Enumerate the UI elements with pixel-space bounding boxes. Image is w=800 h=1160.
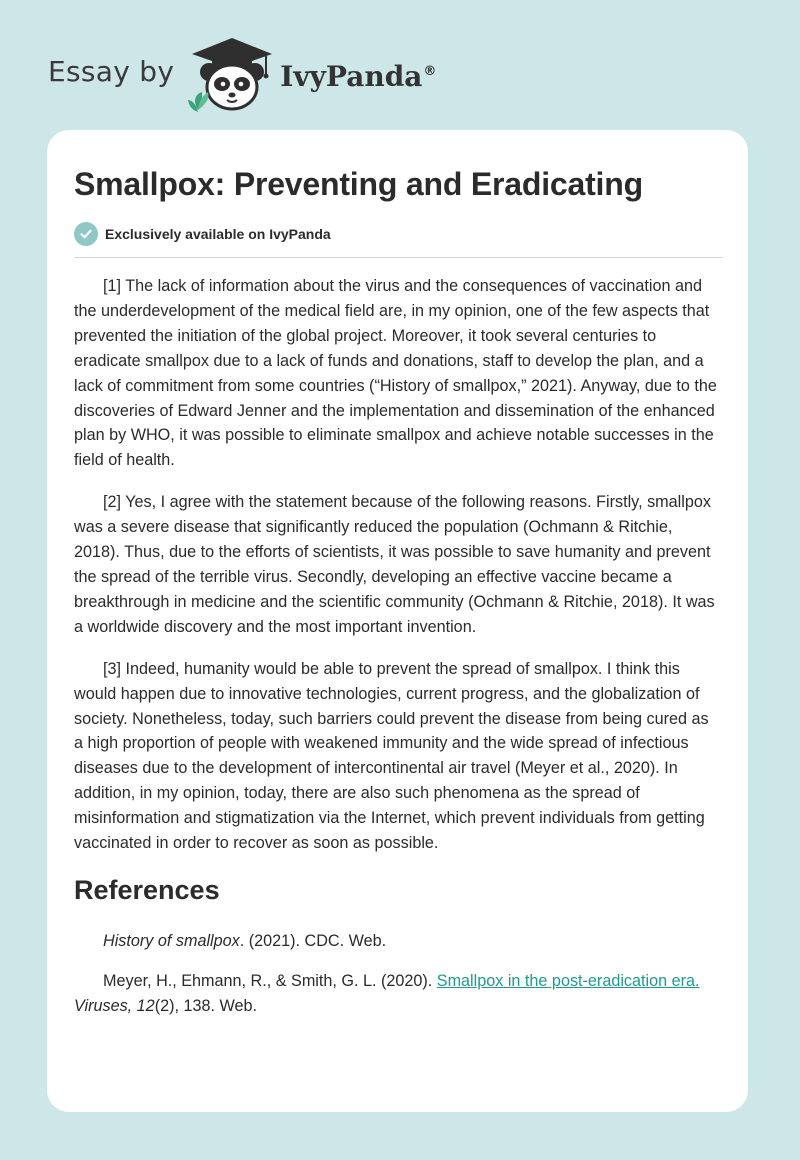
brand-prefix: Essay by bbox=[48, 54, 175, 88]
reference-2-journal: Viruses, 12 bbox=[74, 996, 155, 1015]
essay-body bbox=[74, 274, 722, 856]
registered-mark: ® bbox=[423, 64, 437, 80]
paragraph-1: [1] The lack of information about the virus and the consequences of vaccination and the underdevelopment of the medical field are, in my opinion, one of the few aspects that prevented the initiation of the global project. Moreover, it took several centuries to eradicate smallpox due to a lack of funds and donations, staff to develop the plan, and a lack of commitment from some countries (“History of smallpox,” 2021). Anyway, due to the discoveries of Edward Jenner and the implementation and dissemination of the enhanced plan by WHO, it was possible to eliminate smallpox and achieve notable successes in the field of health. bbox=[74, 277, 717, 470]
site-brand[interactable] bbox=[48, 34, 436, 114]
reference-1-title: History of smallpox bbox=[103, 931, 240, 950]
reference-2-link[interactable]: Smallpox in the post-eradication era. bbox=[436, 971, 700, 990]
check-circle-icon bbox=[74, 222, 98, 246]
paragraph-2: [2] Yes, I agree with the statement because of the following reasons. Firstly, smallpox was a severe disease that significantly reduced the population (Ochmann & Ritchie, 2018). Thus, due to the efforts of scientists, it was possible to save humanity and prevent the spread of the terrible virus. Secondly, developing an effective vaccine became a breakthrough in medicine and the scientific community (Ochmann & Ritchie, 2018). It was a worldwide discovery and the most important invention. bbox=[74, 493, 715, 636]
panda-logo-icon bbox=[186, 34, 278, 114]
essay-card bbox=[47, 130, 748, 1112]
reference-1 bbox=[74, 929, 722, 954]
reference-2-authors: Meyer, H., Ehmann, R., & Smith, G. L. (2020). bbox=[103, 971, 437, 990]
paragraph-3: [3] Indeed, humanity would be able to prevent the spread of smallpox. I think this would happen due to innovative technologies, current progress, and the globalization of society. Nonetheless, today, such barriers could prevent the disease from being cured as a high proportion of people with weakened immunity and the wide spread of infectious diseases due to the development of intercontinental air travel (Meyer et al., 2020). In addition, in my opinion, today, there are also such phenomena as the spread of misinformation and stigmatization via the Internet, which prevent individuals from getting vaccinated in order to recover as soon as possible. bbox=[74, 659, 709, 853]
page-title: Smallpox: Preventing and Eradicating bbox=[74, 166, 643, 202]
references-heading: References bbox=[74, 874, 220, 905]
exclusive-badge bbox=[74, 221, 722, 247]
exclusive-badge-text: Exclusively available on IvyPanda bbox=[105, 226, 331, 242]
reference-1-details: . (2021). CDC. Web. bbox=[239, 931, 387, 950]
brand-name: IvyPanda® bbox=[280, 59, 437, 93]
reference-2 bbox=[74, 969, 722, 1019]
divider bbox=[74, 257, 723, 258]
reference-2-issue: (2), 138. Web. bbox=[154, 996, 257, 1015]
